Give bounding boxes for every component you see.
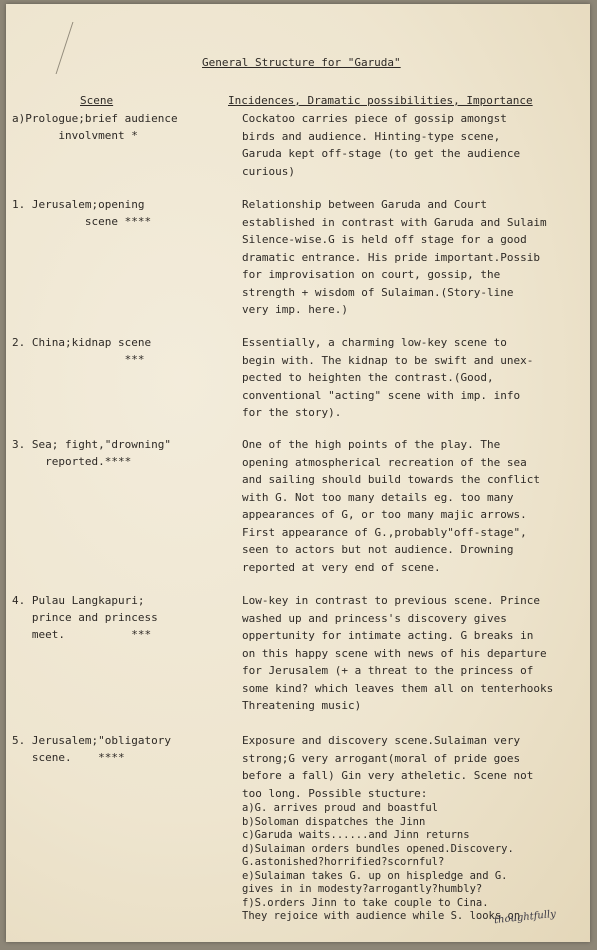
description-line: pected to heighten the contrast.(Good, [242, 371, 494, 384]
scene-label [12, 592, 222, 643]
scene-description [242, 334, 587, 422]
document-title: General Structure for "Garuda" [202, 56, 401, 69]
structure-item: f)S.orders Jinn to take couple to Cina. [242, 896, 489, 909]
scene-label-line: reported.**** [12, 455, 132, 468]
scene-label-line: scene. **** [12, 751, 125, 764]
column-header-incidences: Incidences, Dramatic possibilities, Importance [228, 94, 533, 107]
structure-item: They rejoice with audience while S. looks on [242, 910, 521, 922]
description-line: and sailing should build towards the conflict [242, 473, 541, 486]
scene-label-line: a)Prologue;brief audience [12, 112, 178, 125]
structure-item: d)Sulaiman orders bundles opened.Discovery. [242, 842, 514, 855]
description-line: opening atmospherical recreation of the sea [242, 455, 527, 469]
description-line: Threatening music) [242, 699, 362, 712]
description-line: dramatic entrance. His pride important.Possib [242, 250, 541, 264]
scene-label-line: *** [12, 353, 145, 366]
description-line: oppertunity for intimate acting. G breaks in [242, 629, 534, 642]
description-line: on this happy scene with news of his departure [242, 646, 547, 660]
description-line: with G. Not too many details eg. too many [242, 490, 514, 504]
scene-label-line: involvment * [12, 129, 138, 142]
description-line: for Jerusalem (+ a threat to the princess of [242, 664, 534, 677]
description-line: Cockatoo carries piece of gossip amongst [242, 112, 507, 125]
description-line: reported at very end of scene. [242, 560, 441, 574]
description-line: One of the high points of the play. The [242, 438, 501, 451]
description-line: birds and audience. Hinting-type scene, [242, 129, 501, 143]
structure-item: gives in in modesty?arrogantly?humbly? [242, 883, 483, 895]
scene-label-line: 3. Sea; fight,"drowning" [12, 438, 171, 451]
scene-label-line: prince and princess [12, 611, 158, 624]
scene-label-line: scene **** [12, 215, 152, 228]
fold-mark [56, 22, 92, 74]
description-line: too long. Possible stucture: [242, 786, 428, 800]
description-line: Relationship between Garuda and Court [242, 198, 488, 211]
description-line: Garuda kept off-stage (to get the audience [242, 147, 521, 160]
description-line: Silence-wise.G is held off stage for a good [242, 233, 527, 246]
scene-label [12, 436, 222, 470]
scene-label [12, 732, 222, 766]
description-line: Essentially, a charming low-key scene to [242, 336, 507, 349]
scene-label-line: 1. Jerusalem;opening [12, 198, 145, 211]
scene-label-line: 2. China;kidnap scene [12, 336, 152, 349]
description-line: for the story). [242, 406, 342, 419]
description-line: First appearance of G.,probably"off-stage", [242, 525, 527, 539]
structure-item: a)G. arrives proud and boastful [242, 802, 438, 814]
scene-description [242, 592, 587, 715]
description-line: Low-key in contrast to previous scene. Prince [242, 594, 541, 607]
scene-description [242, 436, 587, 576]
scene-label [12, 196, 222, 230]
description-line: strong;G very arrogant(moral of pride goes [242, 751, 521, 765]
scene-description [242, 732, 587, 927]
description-line: Exposure and discovery scene.Sulaiman very [242, 734, 521, 747]
structure-item: b)Soloman dispatches the Jinn [242, 815, 426, 828]
description-line: very imp. here.) [242, 303, 348, 316]
description-line: some kind? which leaves them all on tenterhooks [242, 681, 554, 695]
column-header-scene: Scene [80, 94, 114, 107]
scene-description [242, 110, 587, 180]
description-line: washed up and princess's discovery gives [242, 611, 507, 625]
document-page [6, 4, 590, 942]
scene-label [12, 110, 222, 144]
scene-label-line: meet. *** [12, 628, 152, 641]
scene-label [12, 334, 222, 368]
structure-list [242, 802, 587, 927]
scene-description [242, 196, 587, 319]
description-line: seen to actors but not audience. Drowning [242, 543, 514, 556]
structure-item: c)Garuda waits......and Jinn returns [242, 829, 470, 841]
structure-item: G.astonished?horrified?scornful? [242, 856, 445, 868]
description-line: strength + wisdom of Sulaiman.(Story-line [242, 285, 514, 299]
handwritten-note: thoughtfully [493, 908, 557, 927]
description-line: established in contrast with Garuda and Sulaim [242, 215, 547, 229]
description-line: curious) [242, 164, 295, 178]
description-line: before a fall) Gin very atheletic. Scene not [242, 769, 534, 782]
description-line: begin with. The kidnap to be swift and unex- [242, 353, 534, 367]
description-line: for improvisation on court, gossip, the [242, 268, 501, 281]
description-line: appearances of G, or too many majic arrows. [242, 508, 527, 521]
scene-label-line: 5. Jerusalem;"obligatory [12, 734, 171, 747]
description-line: conventional "acting" scene with imp. info [242, 388, 521, 402]
scene-label-line: 4. Pulau Langkapuri; [12, 594, 145, 607]
structure-item: e)Sulaiman takes G. up on hispledge and G. [242, 869, 508, 882]
